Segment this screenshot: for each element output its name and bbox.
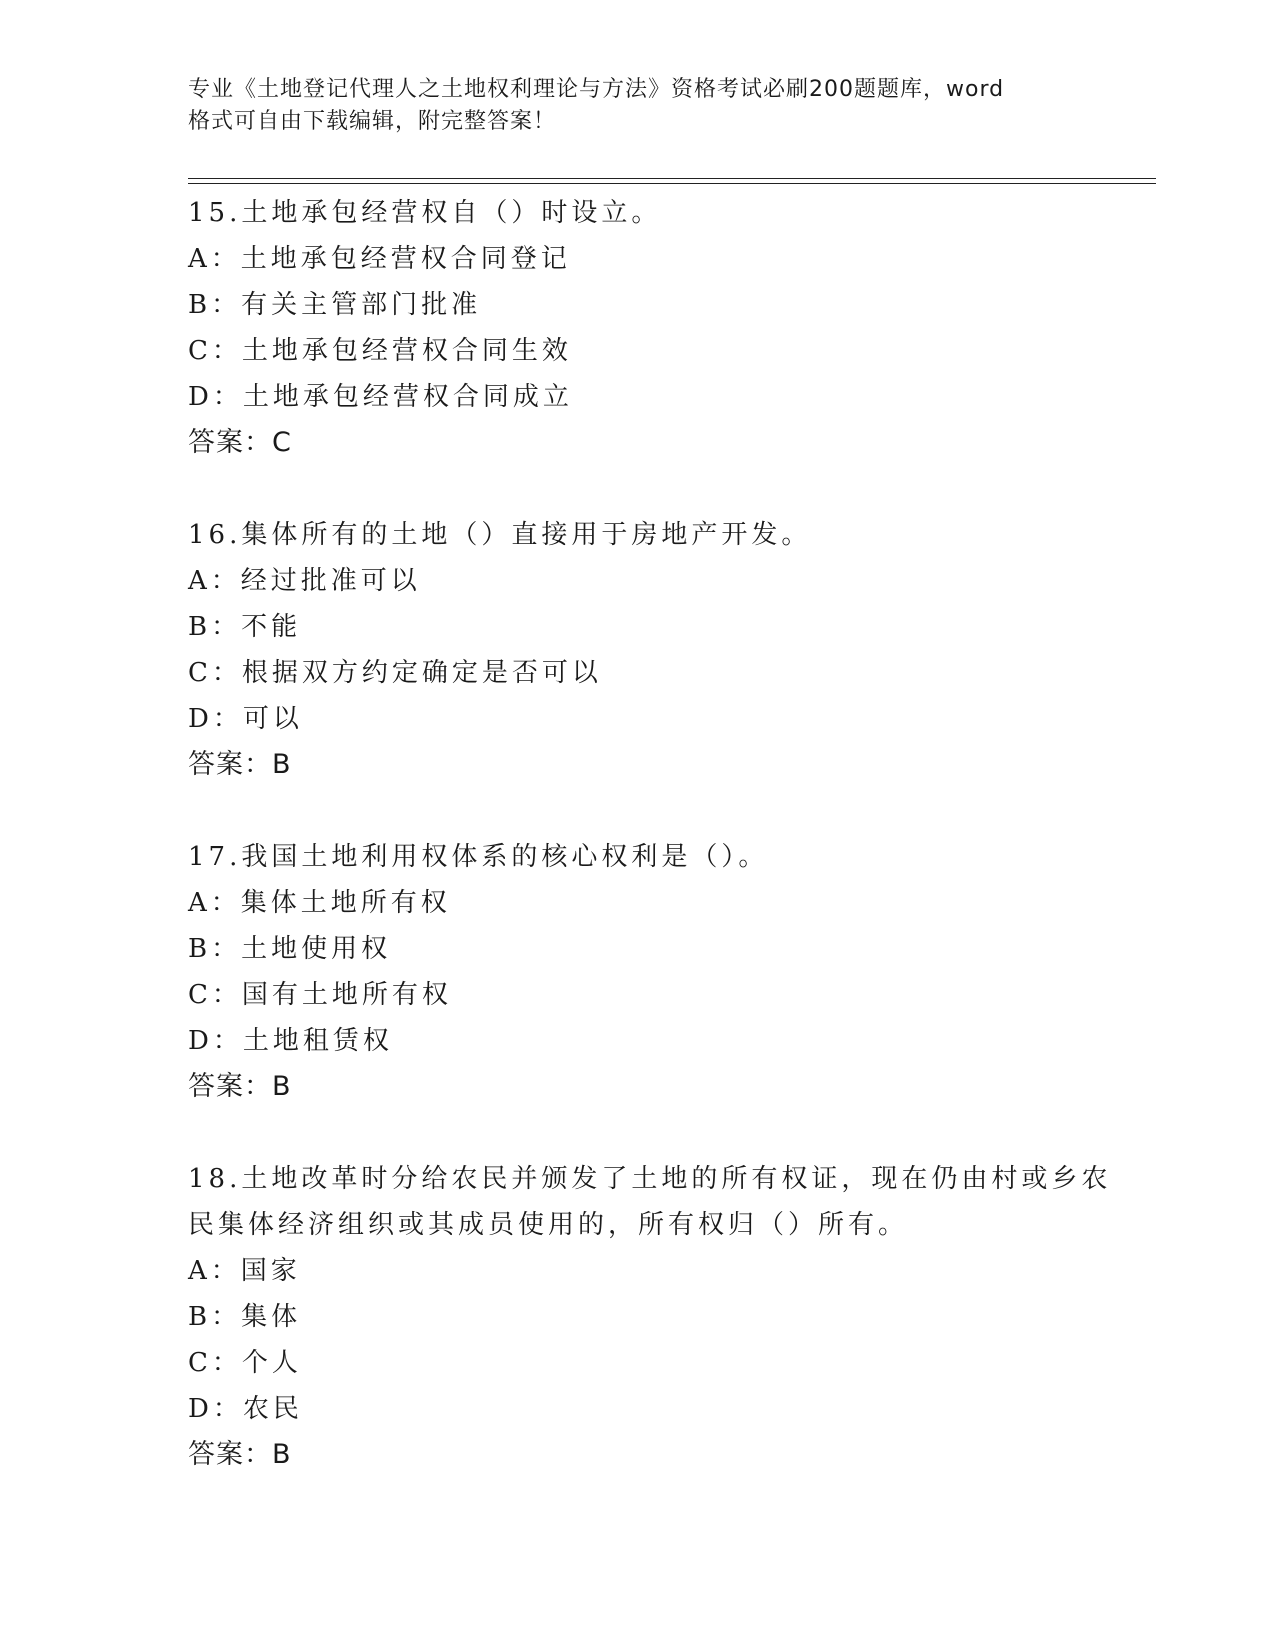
header-line-2: 格式可自由下载编辑，附完整答案！ [188, 109, 557, 134]
header-divider-bottom [188, 183, 1156, 184]
answer-label: 答案：B [188, 1439, 292, 1470]
question-stem-line-1: 18.土地改革时分给农民并颁发了土地的所有权证，现在仍由村或乡农 [188, 1164, 1112, 1194]
question-stem: 15.土地承包经营权自（）时设立。 [188, 198, 662, 228]
header-line-1: 专业《土地登记代理人之土地权利理论与方法》资格考试必刷200题题库，word [188, 77, 1005, 102]
option-b: B：土地使用权 [188, 934, 392, 964]
question-stem: 16.集体所有的土地（）直接用于房地产开发。 [188, 520, 812, 550]
question-16 [188, 512, 1138, 788]
header-divider-top [188, 178, 1156, 179]
question-18 [188, 1156, 1138, 1478]
option-c: C：个人 [188, 1348, 302, 1378]
option-c: C：根据双方约定确定是否可以 [188, 658, 602, 688]
option-b: B：集体 [188, 1302, 302, 1332]
option-b: B：不能 [188, 612, 302, 642]
document-header [188, 74, 1068, 138]
answer-label: 答案：B [188, 1071, 292, 1102]
option-d: D：可以 [188, 704, 303, 734]
question-stem: 17.我国土地利用权体系的核心权利是（）。 [188, 842, 769, 872]
option-d: D：土地租赁权 [188, 1026, 393, 1056]
option-a: A：经过批准可以 [188, 566, 421, 596]
option-d: D：土地承包经营权合同成立 [188, 382, 573, 412]
question-stem-line-2: 民集体经济组织或其成员使用的，所有权归（）所有。 [188, 1210, 909, 1240]
answer-label: 答案：B [188, 749, 292, 780]
option-b: B：有关主管部门批准 [188, 290, 482, 320]
option-a: A：集体土地所有权 [188, 888, 451, 918]
question-17 [188, 834, 1138, 1110]
question-15 [188, 190, 1138, 466]
option-d: D：农民 [188, 1394, 303, 1424]
option-a: A：土地承包经营权合同登记 [188, 244, 571, 274]
option-c: C：土地承包经营权合同生效 [188, 336, 572, 366]
option-c: C：国有土地所有权 [188, 980, 452, 1010]
option-a: A：国家 [188, 1256, 301, 1286]
question-list [188, 190, 1138, 1524]
answer-label: 答案：C [188, 427, 292, 458]
